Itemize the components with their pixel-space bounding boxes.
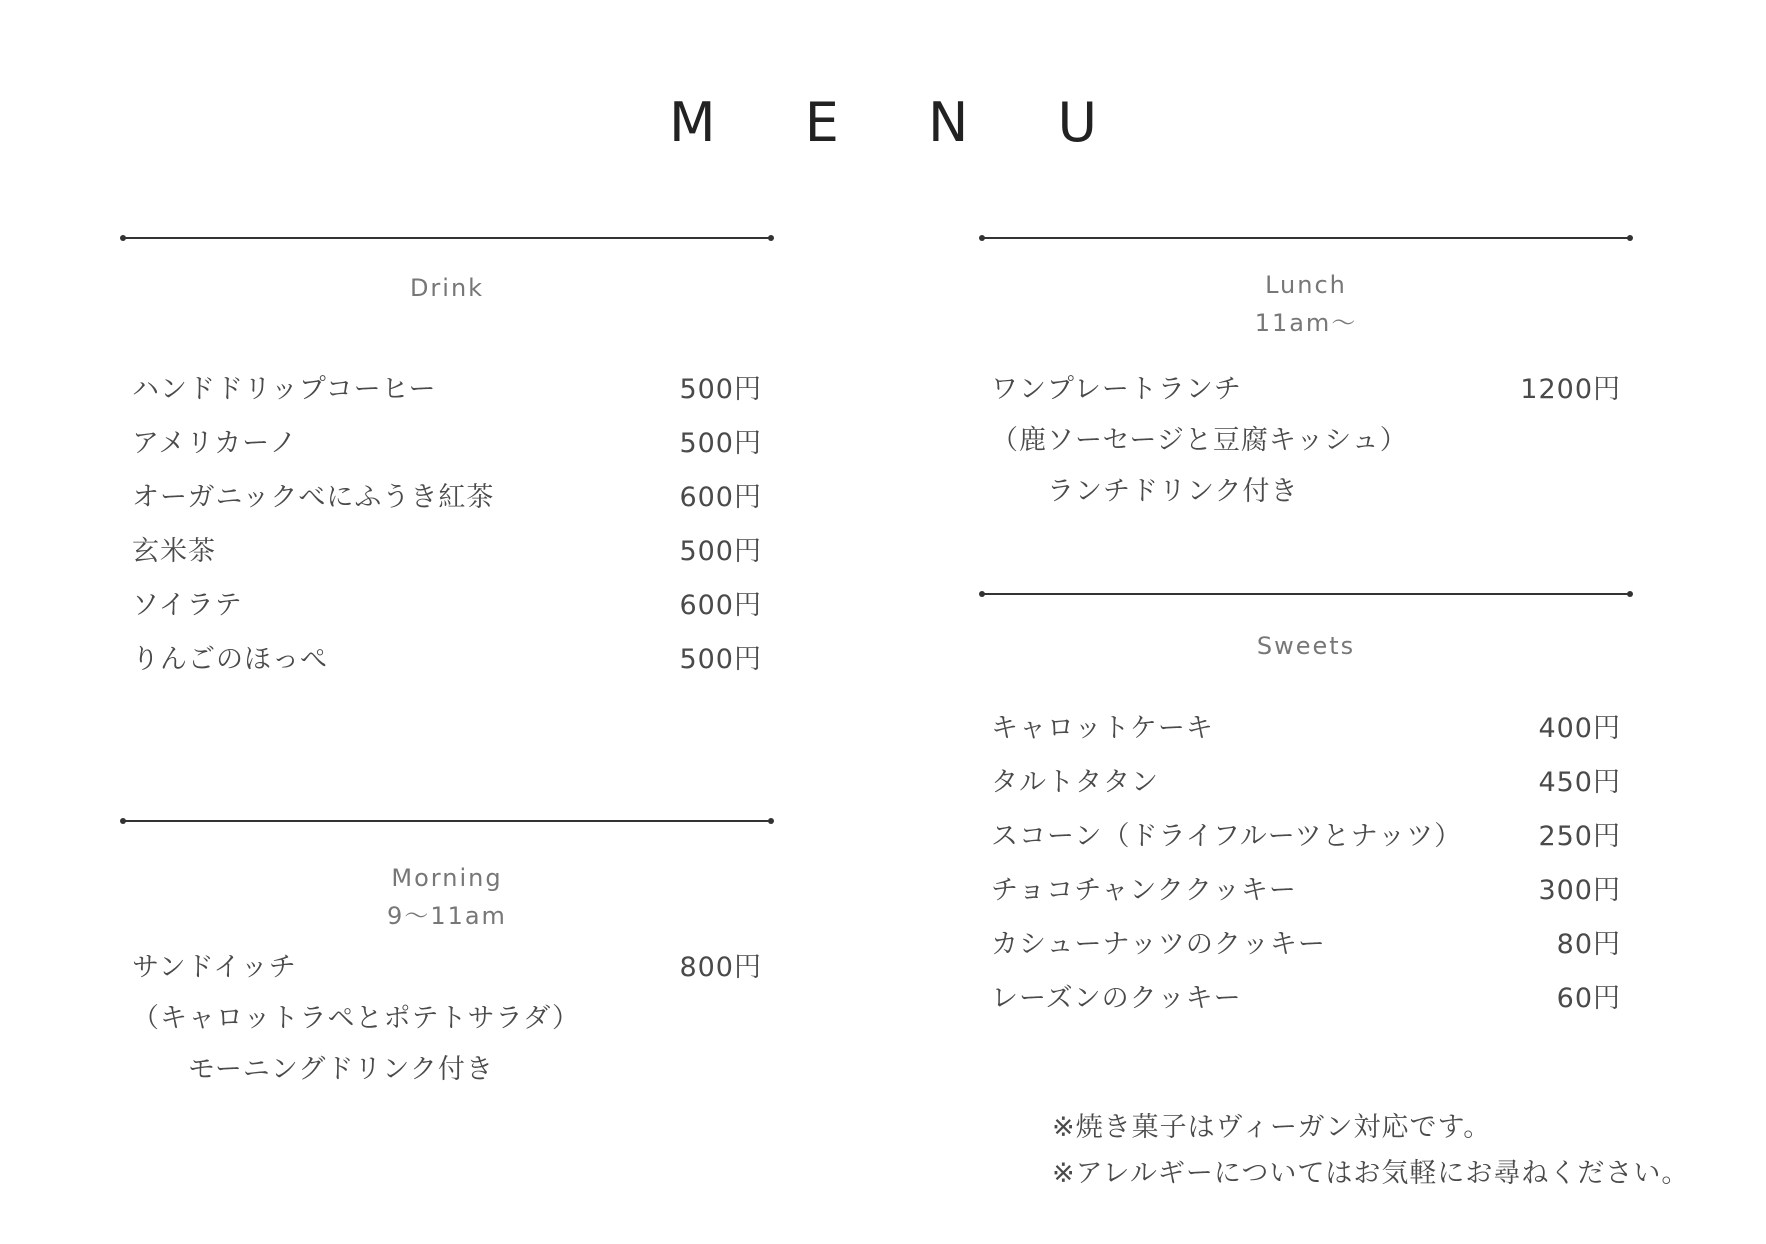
item-name: キャロットケーキ <box>991 713 1214 744</box>
menu-item <box>132 525 762 579</box>
item-detail: （鹿ソーセージと豆腐キッシュ） <box>991 425 1408 456</box>
section-hours: 11am〜 <box>1254 309 1358 337</box>
item-name: ワンプレートランチ <box>991 374 1242 405</box>
item-name: サンドイッチ <box>132 952 297 983</box>
item-price: 250円 <box>1538 821 1621 852</box>
menu-item <box>991 972 1621 1026</box>
item-name: スコーン（ドライフルーツとナッツ） <box>991 821 1463 852</box>
menu-item <box>991 864 1621 918</box>
vegan-note: ※焼き菓子はヴィーガン対応です。 <box>1052 1112 1492 1143</box>
drink-list <box>132 363 762 687</box>
item-name: オーガニックべにふうき紅茶 <box>132 482 495 513</box>
item-price: 500円 <box>679 644 762 675</box>
menu-item <box>132 579 762 633</box>
item-price: 500円 <box>679 536 762 567</box>
section-divider <box>981 237 1631 239</box>
item-price: 600円 <box>679 590 762 621</box>
item-name: 玄米茶 <box>132 536 216 567</box>
menu-item <box>991 702 1621 756</box>
menu-item <box>991 918 1621 972</box>
menu-item <box>132 471 762 525</box>
item-note: モーニングドリンク付き <box>188 1054 494 1085</box>
item-name: りんごのほっぺ <box>132 644 328 675</box>
section-title: Morning <box>391 864 503 892</box>
item-price: 1200円 <box>1520 374 1621 405</box>
section-title: Drink <box>409 274 485 302</box>
drink-section <box>122 237 772 697</box>
section-title: Lunch <box>1265 271 1347 299</box>
item-price: 800円 <box>679 952 762 983</box>
menu-item <box>132 633 762 687</box>
morning-section <box>122 820 772 1120</box>
section-hours: 9〜11am <box>387 902 507 930</box>
item-detail: （キャロットラペとポテトサラダ） <box>132 1003 580 1034</box>
menu-item <box>991 810 1621 864</box>
item-price: 80円 <box>1556 929 1621 960</box>
section-divider <box>981 593 1631 595</box>
item-name: アメリカーノ <box>132 428 298 459</box>
sweets-list <box>991 702 1621 1026</box>
item-price: 400円 <box>1538 713 1621 744</box>
morning-list <box>132 941 762 1097</box>
menu-item <box>132 417 762 471</box>
item-price: 600円 <box>679 482 762 513</box>
item-name: ソイラテ <box>132 590 243 621</box>
lunch-section <box>981 237 1631 537</box>
allergy-note: ※アレルギーについてはお気軽にお尋ねください。 <box>1052 1158 1690 1189</box>
section-title: Sweets <box>1256 632 1356 660</box>
menu-item <box>991 363 1621 417</box>
item-name: チョコチャンククッキー <box>991 875 1297 906</box>
menu-title: M E N U <box>668 91 1134 154</box>
item-name: レーズンのクッキー <box>991 983 1242 1014</box>
item-price: 450円 <box>1538 767 1621 798</box>
lunch-list <box>991 363 1621 519</box>
menu-item <box>132 363 762 417</box>
item-name: ハンドドリップコーヒー <box>132 374 437 405</box>
footer-notes <box>1052 1105 1689 1197</box>
item-price: 60円 <box>1556 983 1621 1014</box>
section-divider <box>122 820 772 822</box>
item-name: タルトタタン <box>991 767 1159 798</box>
item-price: 500円 <box>679 428 762 459</box>
sweets-section <box>981 593 1631 1033</box>
item-price: 300円 <box>1538 875 1621 906</box>
item-price: 500円 <box>679 374 762 405</box>
item-name: カシューナッツのクッキー <box>991 929 1326 960</box>
menu-item <box>991 756 1621 810</box>
item-note: ランチドリンク付き <box>1047 476 1299 507</box>
section-divider <box>122 237 772 239</box>
menu-item <box>132 941 762 995</box>
